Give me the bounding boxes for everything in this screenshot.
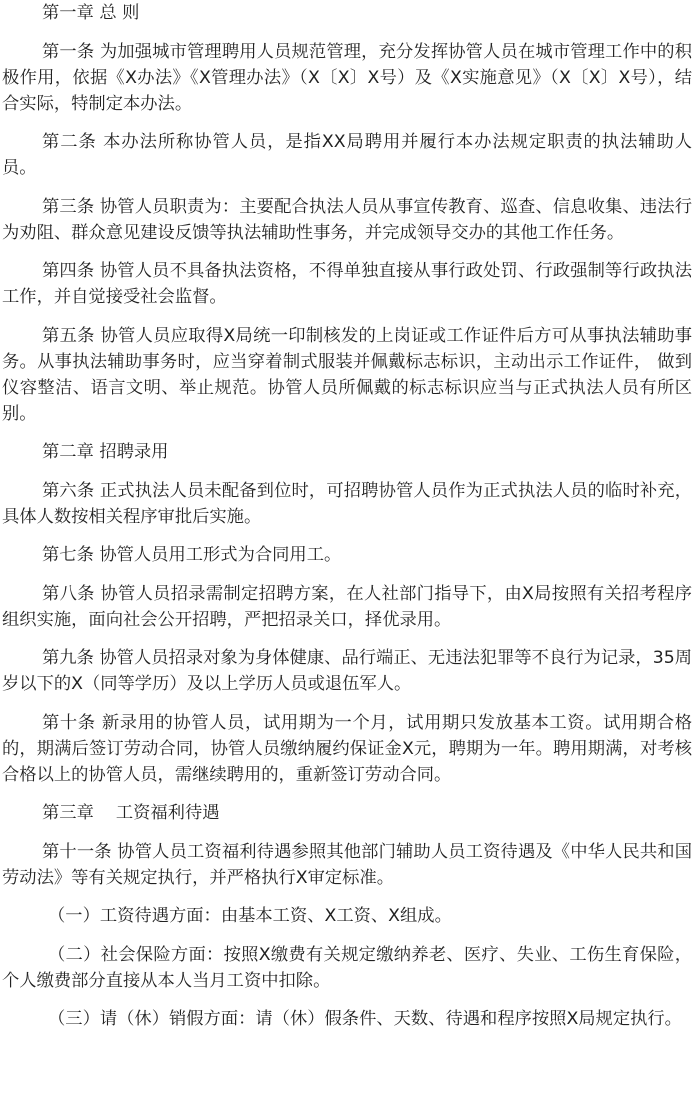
chapter-1-heading: 第一章 总 则 [42,3,140,23]
article-7: 第七条 协管人员用工形式为合同用工。 [42,545,342,565]
chapter-3-heading: 第三章 工资福利待遇 [42,803,220,823]
list-item-wages: （一）工资待遇方面：由基本工资、X工资、X组成。 [48,906,452,926]
article-4: 第四条 协管人员不具备执法资格，不得单独直接从事行政处罚、行政强制等行政执法工作，并自觉接受社会监督。 [2,261,692,307]
article-8: 第八条 协管人员招录需制定招聘方案，在人社部门指导下，由X局按照有关招考程序组织实施，面向社会公开招聘，严把招录关口，择优录用。 [2,583,692,630]
article-11: 第十一条 协管人员工资福利待遇参照其他部门辅助人员工资待遇及《中华人民共和国劳动法》等有关规定执行，并严格执行X审定标准。 [2,841,692,888]
article-6: 第六条 正式执法人员未配备到位时，可招聘协管人员作为正式执法人员的临时补充，具体人数按相关程序审批后实施。 [2,480,692,527]
chapter-2-heading: 第二章 招聘录用 [42,442,169,462]
article-10: 第十条 新录用的协管人员，试用期为一个月，试用期只发放基本工资。试用期合格的，期满后签订劳动合同，协管人员缴纳履约保证金X元，聘期为一年。聘用期满，对考核合格以上的协管人员，需继续聘用的，重新签订劳动合同。 [2,712,692,785]
article-1: 第一条 为加强城市管理聘用人员规范管理，充分发挥协管人员在城市管理工作中的积极作用，依据《X办法》《X管理办法》（X〔X〕X号）及《X实施意见》（X〔X〕X号），结合实际，特制定本办法。 [2,41,692,114]
article-5: 第五条 协管人员应取得X局统一印制核发的上岗证或工作证件后方可从事执法辅助事务。从事执法辅助事务时，应当穿着制式服装并佩戴标志标识，主动出示工作证件， 做到仪容整洁、语言文明、举止规范。协管人员所佩戴的标志标识应当与正式执法人员有所区别。 [2,325,692,424]
article-3: 第三条 协管人员职责为：主要配合执法人员从事宣传教育、巡查、信息收集、违法行为劝阻、群众意见建设反馈等执法辅助性事务，并完成领导交办的其他工作任务。 [2,196,692,243]
list-item-leave: （三）请（休）销假方面：请（休）假条件、天数、待遇和程序按照X局规定执行。 [48,1009,682,1029]
article-9: 第九条 协管人员招录对象为身体健康、品行端正、无违法犯罪等不良行为记录，35周岁以下的X（同等学历）及以上学历人员或退伍军人。 [2,648,692,694]
list-item-social-insurance: （二）社会保险方面：按照X缴费有关规定缴纳养老、医疗、失业、工伤生育保险，个人缴费部分直接从本人当月工资中扣除。 [2,944,692,991]
article-2: 第二条 本办法所称协管人员，是指XX局聘用并履行本办法规定职责的执法辅助人员。 [2,132,692,178]
